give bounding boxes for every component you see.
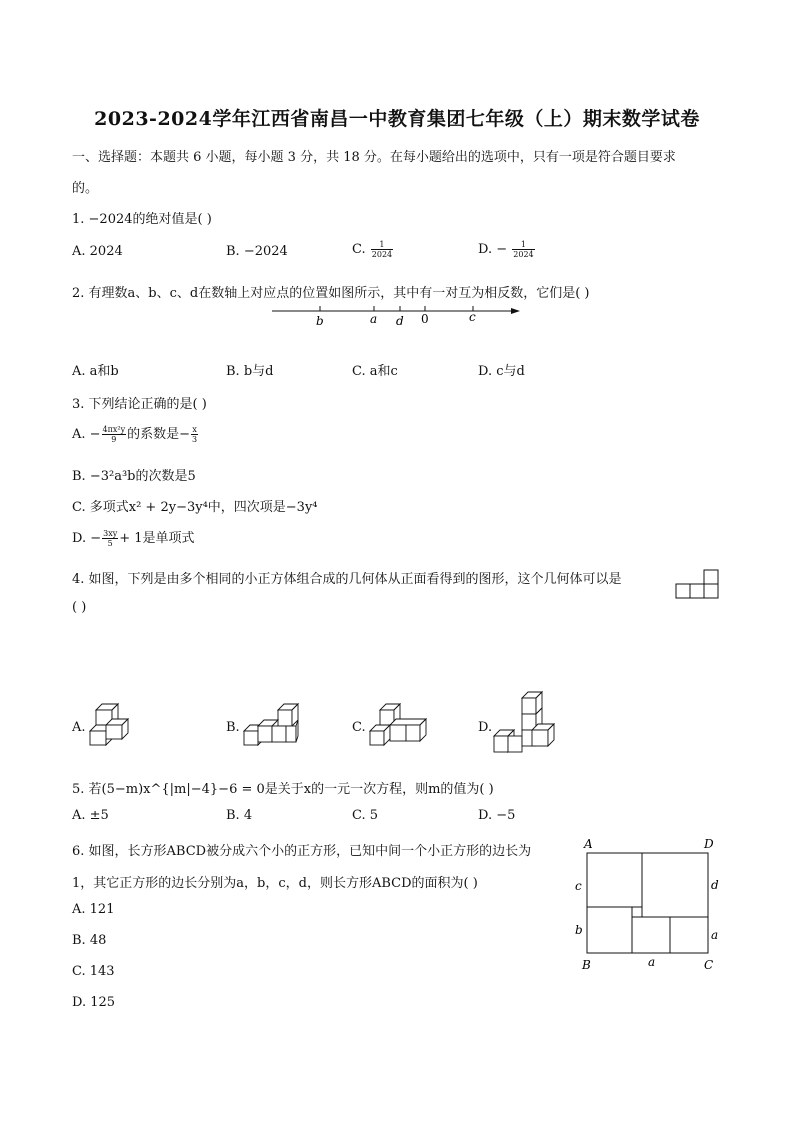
label-a-side: a (711, 928, 719, 942)
square-b (587, 907, 632, 953)
label-d: d (396, 314, 404, 328)
q4-option-b: B. (226, 720, 240, 735)
q5-option-a: A. ±5 (72, 808, 109, 823)
number-line-arrow (511, 308, 520, 314)
q4-option-c: C. (352, 720, 366, 735)
q1-option-c-prefix: C. (352, 242, 366, 257)
label-c-side: c (575, 879, 582, 893)
q6-option-c: C. 143 (72, 964, 115, 979)
page-title: 2023-2024学年江西省南昌一中教育集团七年级（上）期末数学试卷 (94, 108, 700, 130)
square-c (587, 853, 642, 907)
q4-stem-cont: ( ) (72, 600, 87, 615)
q5-option-b: B. 4 (226, 808, 253, 823)
q3-option-d (72, 527, 195, 548)
q5-stem: 5. 若(5−m)x^{|m|−4}−6 = 0是关于x的一元一次方程，则m的值为( ) (72, 782, 494, 797)
frac-den: 3 (192, 435, 198, 444)
label-0: 0 (421, 312, 429, 326)
label-a: a (370, 312, 378, 326)
label-C: C (704, 958, 714, 972)
q1-option-c (352, 240, 394, 259)
q3-option-c: C. 多项式x² + 2y−3y⁴中，四次项是−3y⁴ (72, 500, 318, 515)
square-1 (632, 907, 642, 917)
q4-option-b-figure (242, 704, 302, 746)
label-d-side: d (711, 878, 719, 892)
q2-option-d: D. c与d (478, 364, 525, 379)
q1-option-c-frac (371, 240, 393, 259)
q3-d-prefix: D. − (72, 531, 102, 546)
label-b: b (316, 314, 324, 328)
square-a-right (670, 917, 708, 953)
q4-option-d-figure (492, 690, 560, 760)
q3-d-frac (102, 529, 118, 548)
q2-option-b: B. b与d (226, 364, 274, 379)
q5-option-d: D. −5 (478, 808, 516, 823)
q3-d-suffix: + 1是单项式 (119, 531, 195, 546)
q3-option-a (72, 423, 199, 444)
q2-option-a: A. a和b (72, 364, 119, 379)
frac-num: 3xy (103, 529, 118, 538)
q6-stem: 6. 如图，长方形ABCD被分成六个小的正方形，已知中间一个小正方形的边长为 (72, 844, 532, 859)
frac-num: 1 (371, 240, 393, 250)
rectangle-abcd-figure (570, 836, 730, 976)
q2-option-c: C. a和c (352, 364, 398, 379)
q1-option-b: B. −2024 (226, 244, 288, 259)
q2-stem: 2. 有理数a、b、c、d在数轴上对应点的位置如图所示，其中有一对互为相反数，它们是( ) (72, 286, 590, 301)
q6-option-a: A. 121 (72, 902, 115, 917)
label-c: c (469, 310, 476, 324)
q4-option-d: D. (478, 720, 493, 735)
label-B: B (582, 958, 591, 972)
frac-num: 1 (512, 240, 534, 250)
q4-option-a: A. (72, 720, 86, 735)
section-heading-cont: 的。 (72, 181, 99, 196)
label-A: A (584, 837, 593, 851)
q1-option-d-frac (512, 240, 534, 259)
q1-option-d-prefix: D. − (478, 242, 508, 257)
square-a-left (632, 917, 670, 953)
frac-den: 2024 (371, 250, 393, 259)
q6-stem-cont: 1，其它正方形的边长分别为a，b，c，d，则长方形ABCD的面积为( ) (72, 876, 478, 891)
q3-option-b: B. −3²a³b的次数是5 (72, 469, 196, 484)
frac-num: 4πx²y (102, 425, 126, 434)
label-b-side: b (575, 923, 583, 937)
q3-stem: 3. 下列结论正确的是( ) (72, 397, 207, 412)
frac-den: 2024 (513, 250, 534, 259)
frac-den: 9 (111, 435, 117, 444)
q1-stem: 1. −2024的绝对值是( ) (72, 212, 212, 227)
q1-option-d (478, 240, 536, 259)
q4-option-a-figure (88, 704, 136, 746)
label-D: D (704, 837, 714, 851)
section-heading: 一、选择题：本题共 6 小题，每小题 3 分，共 18 分。在每小题给出的选项中，只有一项是符合题目要求 (72, 150, 676, 165)
square-d (642, 853, 708, 917)
q3-a-frac (102, 425, 127, 444)
q4-stem: 4. 如图，下列是由多个相同的小正方体组合成的几何体从正面看得到的图形，这个几何体可以是 (72, 572, 622, 587)
q3-a-frac2 (191, 425, 198, 444)
frac-den: 5 (107, 539, 113, 548)
q6-option-d: D. 125 (72, 995, 116, 1010)
frac-num: x (192, 425, 197, 434)
q6-option-b: B. 48 (72, 933, 107, 948)
q5-option-c: C. 5 (352, 808, 379, 823)
q4-option-c-figure (368, 704, 430, 746)
q1-option-a: A. 2024 (72, 244, 123, 259)
label-a-bottom: a (648, 955, 656, 969)
q3-a-prefix: A. − (72, 427, 101, 442)
q3-a-mid: 的系数是− (127, 427, 191, 442)
front-view-figure (676, 569, 720, 599)
number-line-figure (270, 302, 522, 330)
